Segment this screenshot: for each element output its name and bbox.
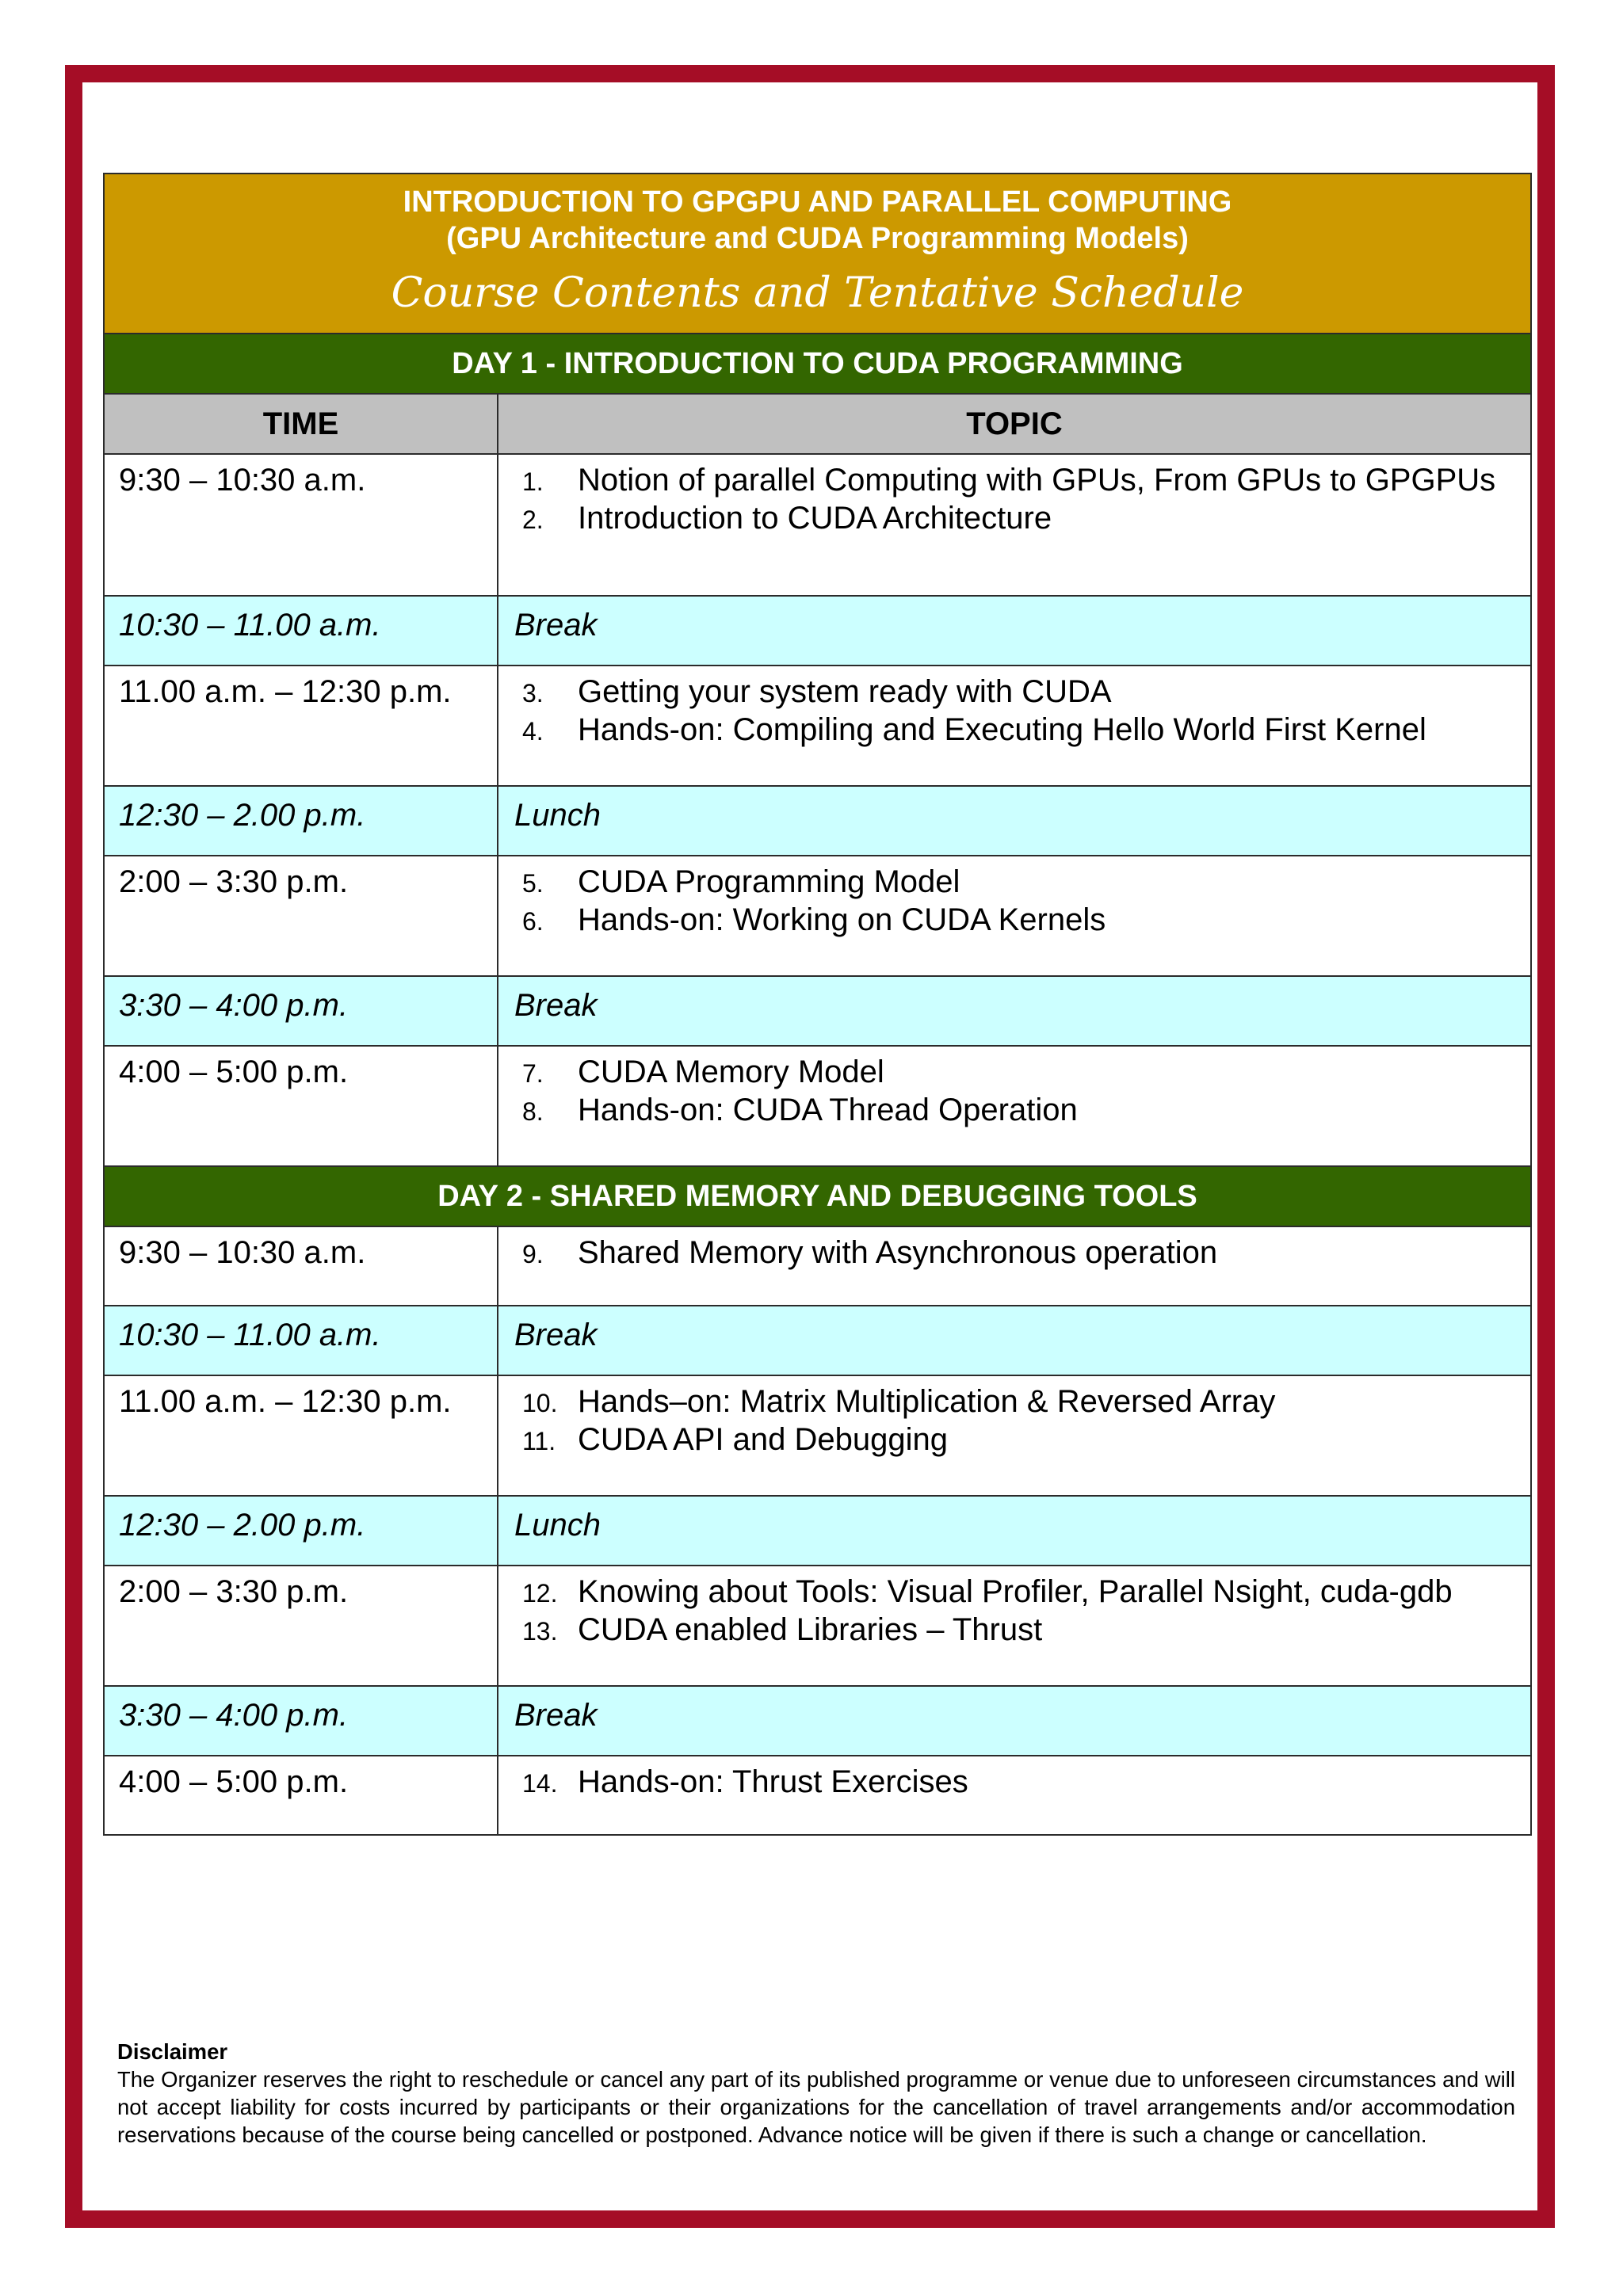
topic-number: 10. <box>522 1389 558 1417</box>
session-row <box>104 1566 1531 1686</box>
time-cell: 4:00 – 5:00 p.m. <box>104 1756 498 1835</box>
topic-text: Hands-on: CUDA Thread Operation <box>578 1093 1078 1127</box>
column-header-row <box>104 394 1531 454</box>
schedule-heading: Course Contents and Tentative Schedule <box>391 269 1244 317</box>
topic-text: Hands–on: Matrix Multiplication & Reversed Array <box>578 1384 1276 1419</box>
topic-list <box>522 1234 1514 1272</box>
topic-number: 3. <box>522 679 544 707</box>
course-title: INTRODUCTION TO GPGPU AND PARALLEL COMPUTING <box>403 185 1232 219</box>
topic-item <box>522 461 1514 499</box>
topic-item <box>522 1421 1514 1459</box>
topic-cell <box>498 666 1531 786</box>
topic-text: Notion of parallel Computing with GPUs, From GPUs to GPGPUs <box>578 463 1496 498</box>
session-row <box>104 1046 1531 1166</box>
break-row <box>104 1686 1531 1756</box>
topic-text: Hands-on: Thrust Exercises <box>578 1764 968 1799</box>
topic-item <box>522 1091 1514 1129</box>
topic-list <box>522 863 1514 939</box>
topic-item <box>522 711 1514 749</box>
disclaimer-title: Disclaimer <box>117 2039 228 2064</box>
topic-number: 12. <box>522 1579 558 1608</box>
topic-item <box>522 863 1514 901</box>
topic-cell <box>498 454 1531 596</box>
topic-item <box>522 1053 1514 1091</box>
time-cell: 9:30 – 10:30 a.m. <box>104 454 498 596</box>
time-cell: 12:30 – 2.00 p.m. <box>104 1496 498 1566</box>
topic-item <box>522 1573 1514 1611</box>
topic-item <box>522 1234 1514 1272</box>
topic-cell <box>498 1226 1531 1306</box>
topic-number: 5. <box>522 869 544 898</box>
session-row <box>104 1756 1531 1835</box>
time-cell: 2:00 – 3:30 p.m. <box>104 1566 498 1686</box>
topic-list <box>522 1763 1514 1801</box>
title-row <box>104 174 1531 334</box>
topic-text: CUDA Programming Model <box>578 864 960 899</box>
topic-cell <box>498 1566 1531 1686</box>
topic-item <box>522 1383 1514 1421</box>
break-label: Break <box>498 976 1531 1046</box>
time-cell: 10:30 – 11.00 a.m. <box>104 1306 498 1375</box>
session-row <box>104 666 1531 786</box>
time-cell: 11.00 a.m. – 12:30 p.m. <box>104 666 498 786</box>
topic-number: 14. <box>522 1769 558 1798</box>
topic-cell <box>498 1756 1531 1835</box>
topic-number: 9. <box>522 1240 544 1268</box>
break-row <box>104 1496 1531 1566</box>
topic-number: 6. <box>522 907 544 936</box>
topic-list <box>522 1383 1514 1459</box>
time-cell: 10:30 – 11.00 a.m. <box>104 596 498 666</box>
topic-list <box>522 1573 1514 1649</box>
topic-number: 4. <box>522 717 544 746</box>
course-subtitle: (GPU Architecture and CUDA Programming Models) <box>446 222 1189 255</box>
time-cell: 3:30 – 4:00 p.m. <box>104 976 498 1046</box>
schedule-table <box>103 173 1532 1836</box>
topic-number: 1. <box>522 467 544 496</box>
session-row <box>104 1226 1531 1306</box>
break-row <box>104 1306 1531 1375</box>
session-row <box>104 1375 1531 1496</box>
break-label: Break <box>498 1306 1531 1375</box>
topic-text: Getting your system ready with CUDA <box>578 674 1112 709</box>
topic-text: CUDA enabled Libraries – Thrust <box>578 1612 1043 1647</box>
topic-list <box>522 461 1514 537</box>
day2-heading-row <box>104 1166 1531 1226</box>
topic-cell <box>498 856 1531 976</box>
topic-number: 11. <box>522 1427 556 1455</box>
topic-column-header: TOPIC <box>498 394 1531 454</box>
topic-text: Knowing about Tools: Visual Profiler, Parallel Nsight, cuda-gdb <box>578 1574 1453 1609</box>
topic-number: 2. <box>522 505 544 534</box>
day1-heading-row <box>104 334 1531 394</box>
time-cell: 3:30 – 4:00 p.m. <box>104 1686 498 1756</box>
topic-text: CUDA API and Debugging <box>578 1422 948 1457</box>
break-label: Break <box>498 1686 1531 1756</box>
topic-item <box>522 1763 1514 1801</box>
day1-rows <box>104 454 1531 1166</box>
session-row <box>104 454 1531 596</box>
day2-rows <box>104 1226 1531 1835</box>
day1-heading: DAY 1 - INTRODUCTION TO CUDA PROGRAMMING <box>104 334 1531 394</box>
topic-text: Hands-on: Working on CUDA Kernels <box>578 902 1106 937</box>
topic-list <box>522 1053 1514 1129</box>
break-row <box>104 596 1531 666</box>
break-label: Lunch <box>498 1496 1531 1566</box>
topic-cell <box>498 1375 1531 1496</box>
break-row <box>104 976 1531 1046</box>
topic-text: Introduction to CUDA Architecture <box>578 501 1052 536</box>
topic-cell <box>498 1046 1531 1166</box>
time-cell: 9:30 – 10:30 a.m. <box>104 1226 498 1306</box>
time-column-header: TIME <box>104 394 498 454</box>
disclaimer <box>117 2038 1515 2149</box>
topic-text: Hands-on: Compiling and Executing Hello World First Kernel <box>578 712 1426 747</box>
topic-number: 8. <box>522 1097 544 1126</box>
day2-heading: DAY 2 - SHARED MEMORY AND DEBUGGING TOOLS <box>104 1166 1531 1226</box>
break-row <box>104 786 1531 856</box>
topic-number: 13. <box>522 1617 558 1646</box>
break-label: Lunch <box>498 786 1531 856</box>
topic-text: CUDA Memory Model <box>578 1055 884 1089</box>
session-row <box>104 856 1531 976</box>
time-cell: 2:00 – 3:30 p.m. <box>104 856 498 976</box>
title-cell <box>104 174 1531 334</box>
time-cell: 4:00 – 5:00 p.m. <box>104 1046 498 1166</box>
break-label: Break <box>498 596 1531 666</box>
topic-number: 7. <box>522 1059 544 1088</box>
topic-item <box>522 901 1514 939</box>
topic-item <box>522 673 1514 711</box>
disclaimer-body: The Organizer reserves the right to reschedule or cancel any part of its published programme or venue due to unforeseen circumstances and will not accept liability for costs incurred by participants or their organizations for the cancellation of travel arrangements and/or accommodation reservations because of the course being cancelled or postponed. Advance notice will be given if there is such a change or cancellation. <box>117 2067 1515 2147</box>
topic-item <box>522 1611 1514 1649</box>
topic-item <box>522 499 1514 537</box>
time-cell: 11.00 a.m. – 12:30 p.m. <box>104 1375 498 1496</box>
time-cell: 12:30 – 2.00 p.m. <box>104 786 498 856</box>
topic-text: Shared Memory with Asynchronous operation <box>578 1235 1218 1270</box>
topic-list <box>522 673 1514 749</box>
